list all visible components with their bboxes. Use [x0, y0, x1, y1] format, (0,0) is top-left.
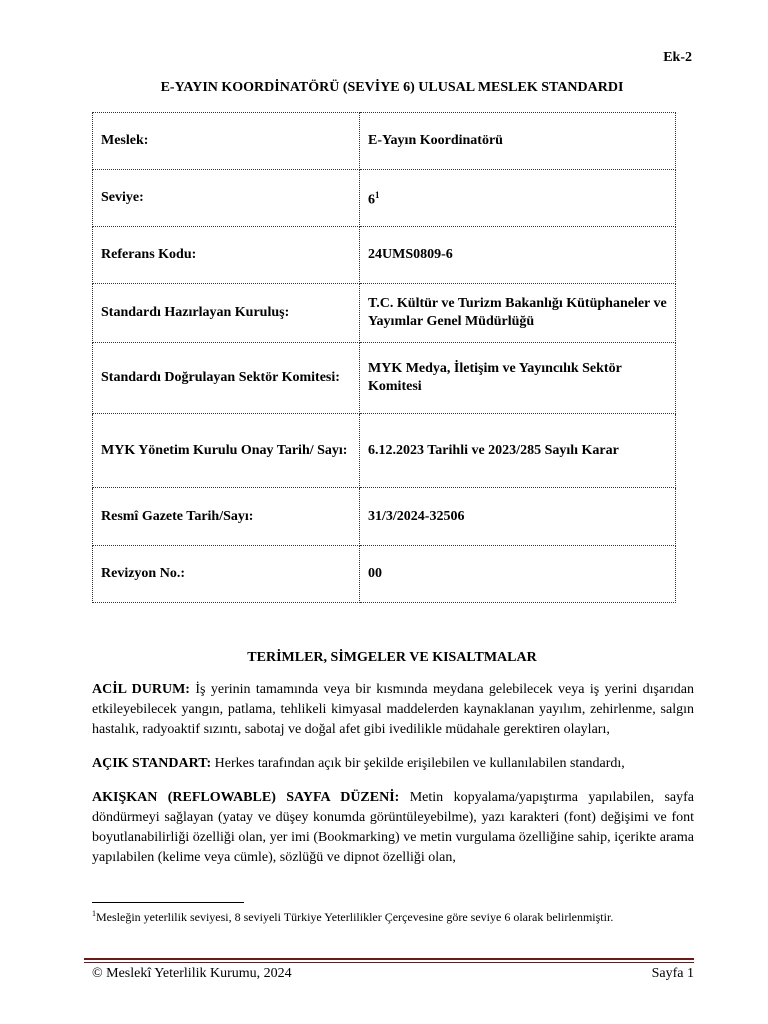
footer-divider: [84, 958, 694, 963]
standard-info-table: [92, 112, 676, 603]
table-row: [93, 343, 676, 414]
term-name: AKIŞKAN (REFLOWABLE) SAYFA DÜZENİ:: [92, 790, 400, 805]
footnote-mark: 1: [92, 909, 96, 918]
term-definition: İş yerinin tamamında veya bir kısmında meydana gelebilecek veya iş yerini dışarıdan etkileyebilecek yangın, patlama, tehlikeli kimyasal maddelerden kaynaklanan yayılım, zehirlenme, salgın hastalık, radyoaktif sızıntı, sabotaj ve doğal afet gibi ivedilikle müdahale gerektiren olayları,: [92, 682, 694, 737]
row-value: 6.12.2023 Tarihli ve 2023/285 Sayılı Karar: [360, 414, 676, 488]
row-value: [360, 170, 676, 227]
footnote: [92, 906, 694, 925]
page-number: Sayfa 1: [651, 966, 694, 981]
row-label: Resmî Gazete Tarih/Sayı:: [93, 488, 360, 546]
annex-label: Ek-2: [663, 50, 692, 65]
table-row: [93, 488, 676, 546]
row-label: Revizyon No.:: [93, 546, 360, 603]
terms-list: [92, 680, 694, 882]
term-entry: [92, 754, 694, 774]
footnote-text: Mesleğin yeterlilik seviyesi, 8 seviyeli Türkiye Yeterlilikler Çerçevesine göre seviye 6 olarak belirlenmiştir.: [96, 910, 614, 924]
footer-copyright: © Meslekî Yeterlilik Kurumu, 2024: [92, 966, 292, 981]
row-label: Seviye:: [93, 170, 360, 227]
row-label: MYK Yönetim Kurulu Onay Tarih/ Sayı:: [93, 414, 360, 488]
row-label: Meslek:: [93, 113, 360, 170]
table-row: [93, 227, 676, 284]
row-value: 24UMS0809-6: [360, 227, 676, 284]
term-definition: Herkes tarafından açık bir şekilde erişilebilen ve kullanılabilen standardı,: [211, 756, 625, 771]
row-value: T.C. Kültür ve Turizm Bakanlığı Kütüphaneler ve Yayımlar Genel Müdürlüğü: [360, 284, 676, 343]
term-entry: [92, 788, 694, 868]
footnote-divider: [92, 902, 244, 903]
table-row: [93, 170, 676, 227]
footnote-ref: 1: [375, 190, 380, 201]
row-label: Referans Kodu:: [93, 227, 360, 284]
section-title: TERİMLER, SİMGELER VE KISALTMALAR: [247, 650, 537, 665]
row-value: MYK Medya, İletişim ve Yayıncılık Sektör Komitesi: [360, 343, 676, 414]
table-row: [93, 113, 676, 170]
row-value: 00: [360, 546, 676, 603]
term-entry: [92, 680, 694, 740]
row-label: Standardı Doğrulayan Sektör Komitesi:: [93, 343, 360, 414]
term-name: AÇIK STANDART:: [92, 756, 212, 771]
table-row: [93, 284, 676, 343]
row-value: 31/3/2024-32506: [360, 488, 676, 546]
level-value: 6: [368, 192, 375, 208]
row-value: E-Yayın Koordinatörü: [360, 113, 676, 170]
term-definition: Metin kopyalama/yapıştırma yapılabilen, sayfa döndürmeyi sağlayan (yatay ve düşey konumda görüntüleyebilme), yazı karakteri (font) değişimi ve font boyutlanabilirliği özelliği olan, yer imi (Bookmarking) ve metin vurgulama özelliğine sahip, içerikte arama yapılabilen (kelime veya cümle), sözlüğü ve dipnot özelliği olan,: [92, 790, 694, 865]
row-label: Standardı Hazırlayan Kuruluş:: [93, 284, 360, 343]
table-row: [93, 546, 676, 603]
term-name: ACİL DURUM:: [92, 682, 190, 697]
document-title: E-YAYIN KOORDİNATÖRÜ (SEVİYE 6) ULUSAL MESLEK STANDARDI: [160, 80, 624, 95]
table-row: [93, 414, 676, 488]
